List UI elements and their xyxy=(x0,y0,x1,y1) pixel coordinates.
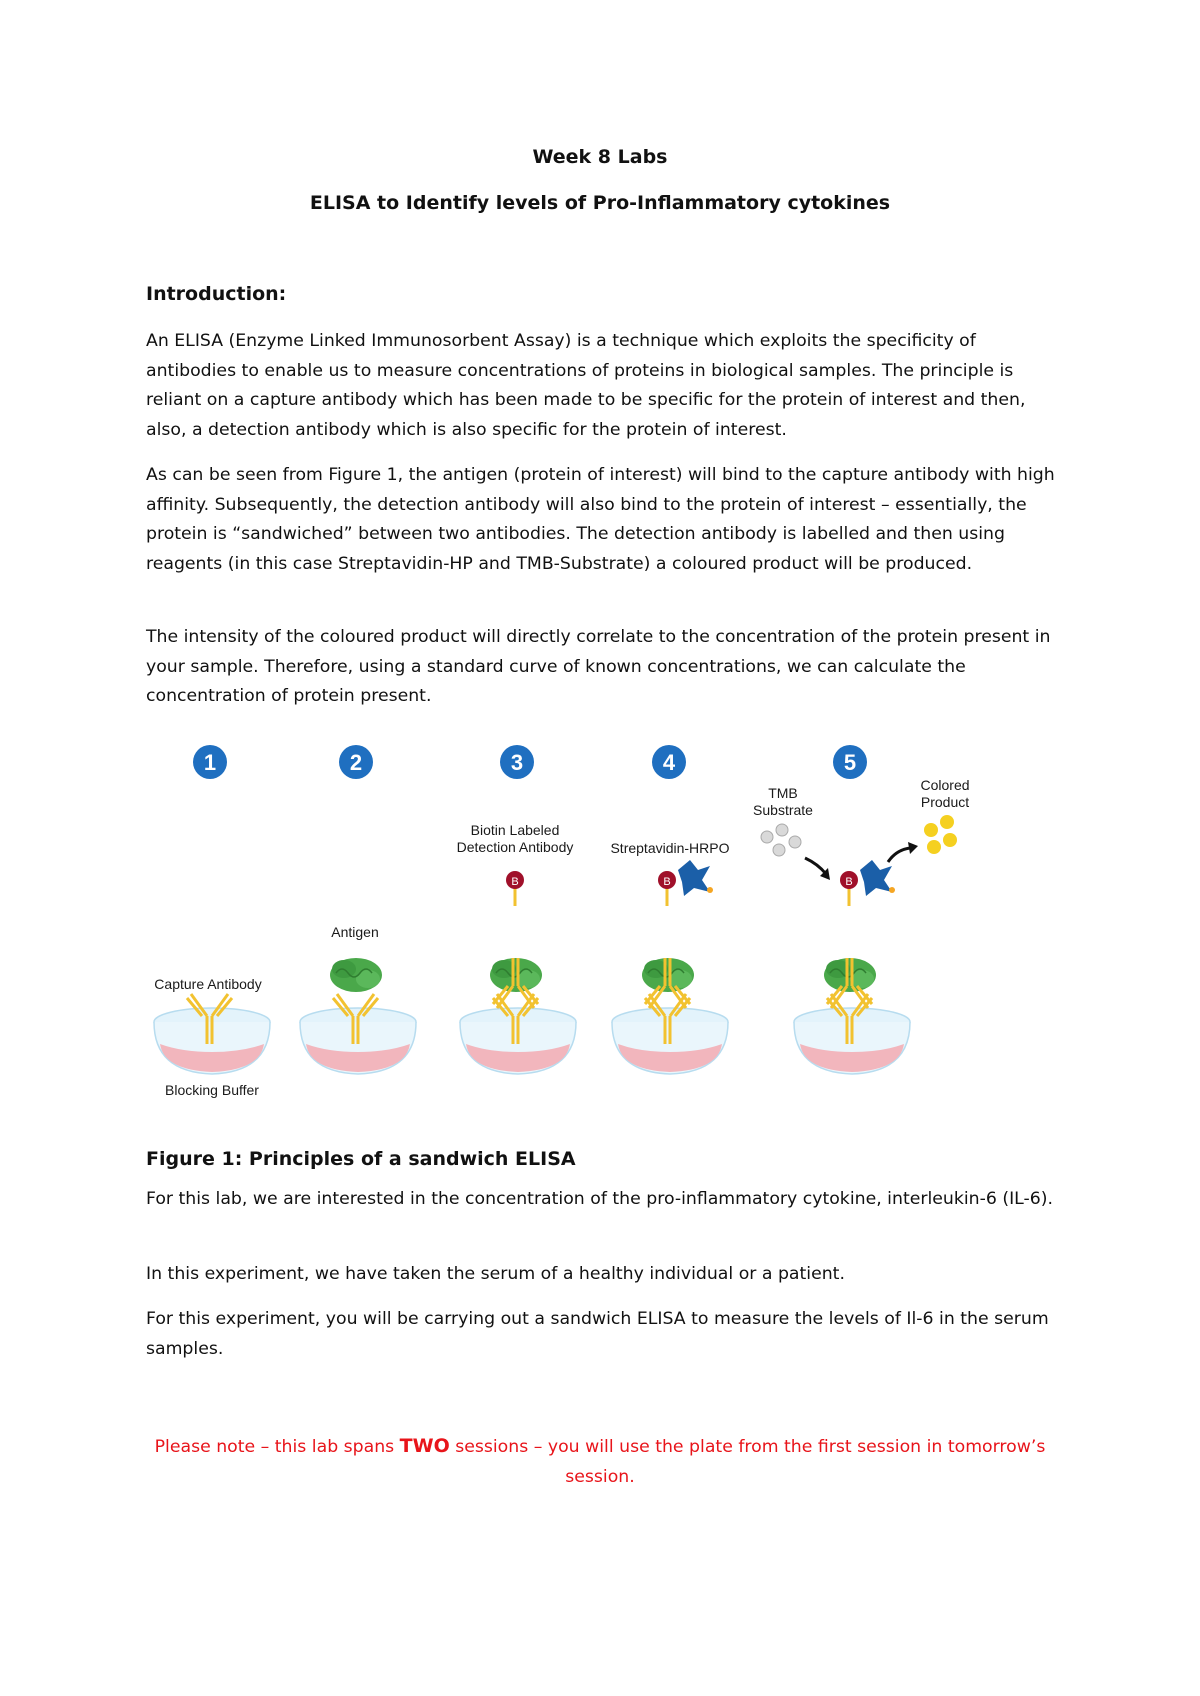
biotin-label-line-1: Biotin Labeled xyxy=(470,822,560,838)
biotin-marker-3 xyxy=(506,871,524,889)
svg-text:B: B xyxy=(511,876,519,888)
svg-text:B: B xyxy=(845,876,853,888)
substrate-arrow-icon xyxy=(805,858,826,874)
antigen-4 xyxy=(642,958,694,992)
step-5-circle xyxy=(833,745,867,779)
colored-product-dots xyxy=(924,815,957,854)
note-emphasis: TWO xyxy=(399,1435,450,1457)
biotin-marker-5 xyxy=(840,871,858,889)
antigen-2 xyxy=(330,958,382,992)
svg-text:5: 5 xyxy=(843,750,857,775)
step-4-circle xyxy=(652,745,686,779)
hrpo-enzyme-4 xyxy=(678,860,713,896)
colored-label-line-1: Colored xyxy=(920,777,970,793)
product-arrowhead-icon xyxy=(908,842,918,854)
step-2-circle xyxy=(339,745,373,779)
svg-text:1: 1 xyxy=(203,750,217,775)
step-1-circle xyxy=(193,745,227,779)
step-3-circle xyxy=(500,745,534,779)
intro-paragraph-2: As can be seen from Figure 1, the antigen (protein of interest) will bind to the capture antibody with high affinity. Subsequently, the detection antibody will also bind to the protein of interest – essentially, the protein is “sandwiched” between two antibodies. The detection antibody is labelled and then using reagents (in this case Streptavidin-HP and TMB-Substrate) a coloured product will be produced. xyxy=(146,465,1055,574)
biotin-label-line-2: Detection Antibody xyxy=(456,839,574,855)
intro-paragraph-3: The intensity of the coloured product will directly correlate to the concentration of the protein present in your sample. Therefore, using a standard curve of known concentrations, we can calculate the concentration of protein present. xyxy=(146,627,1051,706)
svg-text:4: 4 xyxy=(662,750,676,775)
page-subtitle: ELISA to Identify levels of Pro-Inflammatory cytokines xyxy=(309,192,891,214)
blocking-buffer-label: Blocking Buffer xyxy=(165,1082,259,1098)
figure-caption: Figure 1: Principles of a sandwich ELISA xyxy=(146,1148,576,1170)
antigen-5 xyxy=(824,958,876,992)
biotin-marker-4 xyxy=(658,871,676,889)
introduction-heading: Introduction: xyxy=(146,283,287,305)
intro-paragraph-1: An ELISA (Enzyme Linked Immunosorbent Assay) is a technique which exploits the specificity of antibodies to enable us to measure concentrations of proteins in biological samples. The principle is reliant on a capture antibody which has been made to be specific for the protein of interest and then, also, a detection antibody which is also specific for the protein of interest. xyxy=(146,331,1026,440)
svg-text:2: 2 xyxy=(349,750,363,775)
svg-text:3: 3 xyxy=(510,750,524,775)
colored-label-line-2: Product xyxy=(920,794,970,810)
body-paragraph-2: In this experiment, we have taken the serum of a healthy individual or a patient. xyxy=(146,1264,845,1284)
antigen-label: Antigen xyxy=(331,924,379,940)
sandwich-elisa-figure xyxy=(150,730,1050,1110)
body-paragraph-3: For this experiment, you will be carrying out a sandwich ELISA to measure the levels of Il-6 in the serum samples. xyxy=(146,1309,1049,1359)
product-arrow-icon xyxy=(888,848,910,862)
antigen-3 xyxy=(490,958,542,992)
svg-text:B: B xyxy=(663,876,671,888)
hrpo-enzyme-5 xyxy=(860,860,895,896)
capture-antibody-label: Capture Antibody xyxy=(154,976,262,992)
session-note xyxy=(150,1431,1050,1492)
tmb-label-line-2: Substrate xyxy=(753,802,813,818)
note-text-2: sessions – you will use the plate from the first session in tomorrow’s session. xyxy=(449,1437,1046,1487)
tmb-substrate-dots xyxy=(761,824,801,856)
tmb-label-line-1: TMB xyxy=(768,785,798,801)
note-text-1: Please note – this lab spans xyxy=(154,1437,400,1457)
page-title: Week 8 Labs xyxy=(532,146,668,168)
streptavidin-label: Streptavidin-HRPO xyxy=(610,840,730,856)
body-paragraph-1: For this lab, we are interested in the concentration of the pro-inflammatory cytokine, interleukin-6 (IL-6). xyxy=(146,1189,1053,1209)
